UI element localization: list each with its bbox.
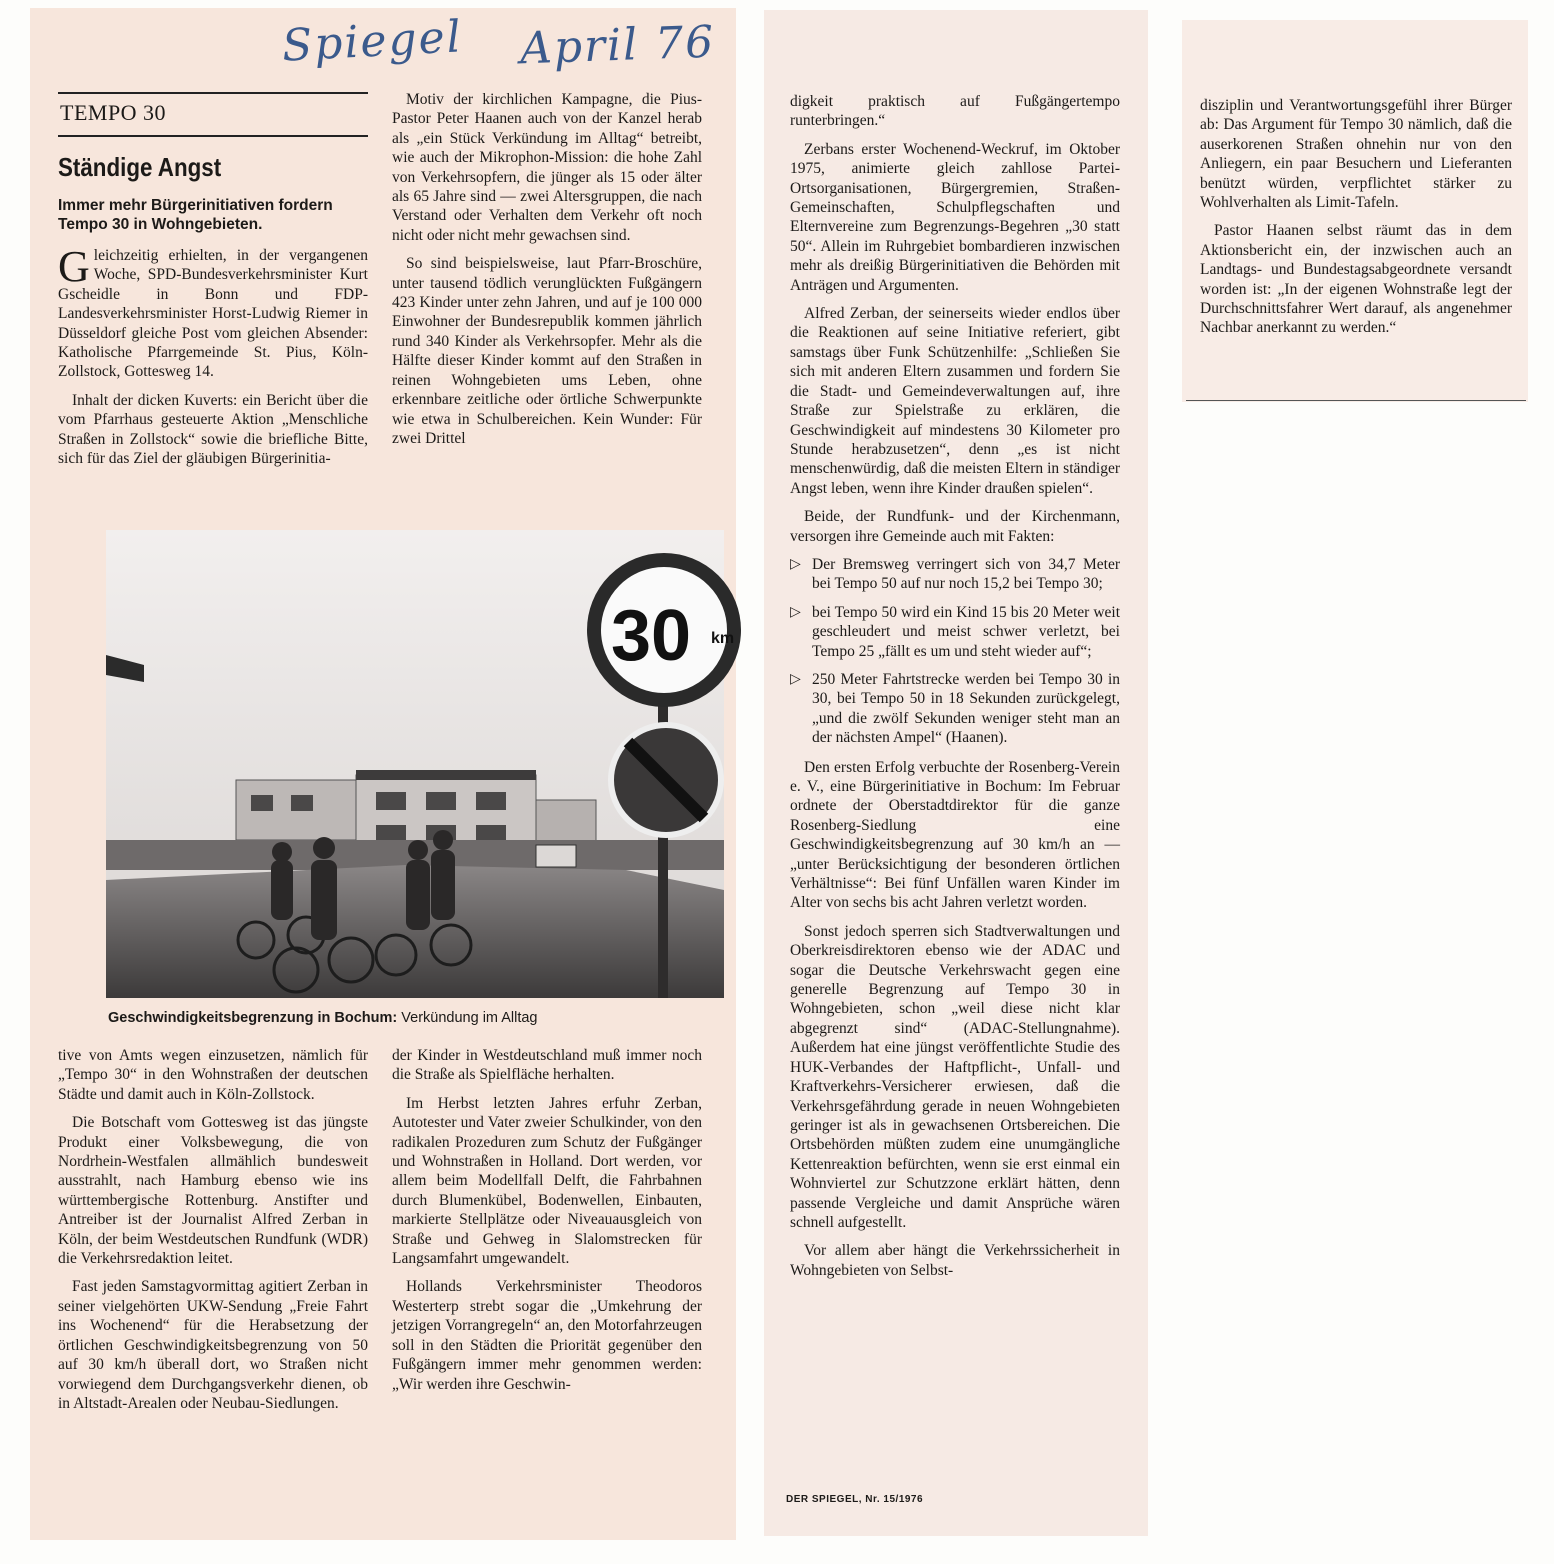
paragraph: Die Botschaft vom Gottesweg ist das jüngste Produkt einer Volksbewegung, die von Nordrhein-Westfalen allmählich bundesweit ausstrahlt, nach Hamburg ebenso wie ins württembergische Rottenburg. Anstifter und Antreiber ist der Journalist Alfred Zerban in Köln, der beim Westdeutschen Rundfunk (WDR) die Verkehrsredaktion leitet.	[58, 1114, 368, 1268]
paragraph: disziplin und Verantwortungsgefühl ihrer Bürger ab: Das Argument für Tempo 30 nämlich, daß die auserkorenen Straßen ohnehin nur von den Anliegern, ein paar Besuchern und Lieferanten benützt würden, verpflichtet stärker zu Wohlverhalten als Limit-Tafeln.	[1200, 97, 1512, 212]
end-rule	[1186, 400, 1526, 401]
fact-item: ▷ Der Bremsweg verringert sich von 34,7 Meter bei Tempo 50 auf nur noch 15,2 bei Tempo 30;	[790, 555, 1120, 593]
paragraph: Im Herbst letzten Jahres erfuhr Zerban, Autotester und Vater zweier Schulkinder, von den radikalen Prozeduren zum Schutz der Fußgänger und Wohnstraßen in Holland. Dort werden, vor allem beim Modellfall Delft, die Fahrbahnen durch Blumenkübel, Bodenwellen, Einbauten, markierte Stellplätze oder Niveauausgleich von Straße und Gehweg in Slalomstrecken für Langsamfahrt umgewandelt.	[392, 1094, 702, 1268]
triangle-bullet-icon: ▷	[790, 671, 801, 687]
paragraph: Hollands Verkehrsminister Theodoros Westerterp strebt sogar die „Umkehrung der jetzigen Vorrangregeln“ an, den Motorfahrzeugen soll in den Städten die Priorität gegenüber den Fußgängern immer mehr genommen werden: „Wir werden ihre Geschwin-	[392, 1278, 702, 1393]
column-2-bottom	[392, 1046, 702, 1403]
handwritten-date: April 76	[519, 16, 716, 75]
column-2-top	[392, 90, 702, 457]
column-4	[1200, 96, 1512, 347]
lead-paragraph: Gleichzeitig erhielten, in der vergangenen Woche, SPD-Bundesverkehrsminister Kurt Gscheidle in Bonn und FDP-Landesverkehrsminister Horst-Ludwig Riemer in Düsseldorf gleiche Post vom gleichen Absender: Katholische Pfarrgemeinde St. Pius, Köln-Zollstock, Gottesweg 14.	[58, 242, 368, 381]
column-1-bottom	[58, 1046, 368, 1422]
rubric: TEMPO 30	[60, 100, 167, 125]
paragraph: Vor allem aber hängt die Verkehrssicherheit in Wohngebieten von Selbst-	[790, 1242, 1120, 1279]
parked-car	[536, 845, 576, 867]
paragraph: Alfred Zerban, der seinerseits wieder endlos über die Reaktionen auf seine Initiative referiert, gibt samstags über Funk Schützenhilfe: „Schließen Sie sich mit anderen Eltern zusammen und fordern Sie die Stadt- und Gemeindeverwaltungen auf, ihre Straße zur Spielstraße zu erklären, die Geschwindigkeit auf mindestens 30 Kilometer pro Stunde herabzusetzen“, denn „es ist nicht menschenwürdig, daß die meisten Eltern in ständiger Angst leben, wenn ihre Kinder draußen spielen“.	[790, 305, 1120, 497]
paragraph: Inhalt der dicken Kuverts: ein Bericht über die vom Pfarrhaus gesteuerte Aktion „Menschliche Straßen in Zollstock“ sowie die briefliche Bitte, sich für das Ziel der gläubigen Bürgerinitia-	[58, 391, 368, 468]
rubric-rule-top	[58, 92, 368, 94]
paragraph: Den ersten Erfolg verbuchte der Rosenberg-Verein e. V., eine Bürgerinitiative in Bochum: Im Februar ordnete der Oberstadtdirektor für die ganze Rosenberg-Siedlung eine Geschwindigkeitsbegrenzung auf 30 km/h an — „unter Berücksichtigung der besonderen örtlichen Verhältnisse“: Bei fünf Unfällen waren Kinder im Alter von sechs bis acht Jahren verletzt worden.	[790, 758, 1120, 912]
paragraph: Sonst jedoch sperren sich Stadtverwaltungen und Oberkreisdirektoren ebenso wie der ADAC und sogar die Deutsche Verkehrswacht gegen eine generelle Begrenzung auf Tempo 30 in Wohngebieten, schon „weil diese nicht klar abgegrenzt sind“ (ADAC-Stellungnahme). Außerdem hat eine jüngst veröffentlichte Studie des HUK-Verbandes der Haftpflicht-, Unfall- und Kraftverkehrs-Versicherer erwiesen, daß die Verkehrsgefährdung gerade in neuen Wohngebieten geringer ist als in gewachsenen Ortsbereichen. Die Ortsbehörden müßten zudem eine unumgängliche Kettenreaktion befürchten, wenn sie erst einmal ein Wohnviertel zur Schutzzone erklärt hätten, denn passende Vergleiche und damit Ansprüche wären schnell aufgestellt.	[790, 922, 1120, 1231]
paragraph: Beide, der Rundfunk- und der Kirchenmann, versorgen ihre Gemeinde auch mit Fakten:	[790, 508, 1120, 545]
fact-item: ▷ 250 Meter Fahrtstrecke werden bei Tempo 30 in 30, bei Tempo 50 in 18 Sekunden zurückgelegt, „und die zwölf Sekunden weniger steht man an der nächsten Ampel“ (Haanen).	[790, 670, 1120, 747]
paragraph: der Kinder in Westdeutschland muß immer noch die Straße als Spielfläche herhalten.	[392, 1047, 702, 1084]
paragraph: Zerbans erster Wochenend-Weckruf, im Oktober 1975, animierte gleich zahllose Partei-Ortsorganisationen, Bürgergremien, Straßen-Gemeinschaften, Schulpflegschaften und Elternvereine zum Begrenzungs-Begehren „30 statt 50“. Allein im Ruhrgebiet bombardieren inzwischen mehr als dreißig Bürgerinitiativen die Behörden mit Anträgen und Argumenten.	[790, 140, 1120, 294]
dropcap: G	[58, 242, 90, 291]
rubric-rule-bottom	[58, 135, 368, 137]
fact-list	[790, 555, 1120, 748]
triangle-bullet-icon: ▷	[790, 604, 801, 620]
paragraph: tive von Amts wegen einzusetzen, nämlich für „Tempo 30“ in den Wohnstraßen der deutschen Städte und damit auch in Köln-Zollstock.	[58, 1047, 368, 1103]
paragraph: Fast jeden Samstagvormittag agitiert Zerban in seiner vielgehörten UKW-Sendung „Freie Fahrt ins Wochenend“ für die Herabsetzung der örtlichen Geschwindigkeitsbegrenzung von 50 auf 30 km/h überall dort, wo Straßen nicht vorwiegend dem Durchgangsverkehr dienen, ob in Altstadt-Arealen oder Neubau-Siedlungen.	[58, 1278, 368, 1412]
footer-source: DER SPIEGEL, Nr. 15/1976	[786, 1494, 924, 1505]
paragraph: So sind beispielsweise, laut Pfarr-Broschüre, unter tausend tödlich verunglückten Fußgängern 423 Kinder unter zehn Jahren, und auf je 100 000 Einwohner der Bundesrepublik kommen jährlich rund 340 Kinder als Verkehrsopfer. Mehr als die Hälfte dieser Kinder kommt auf den Straßen in reinen Wohngebieten ums Leben, ohne erkennbare zeitliche oder örtliche Schwerpunkte wie etwa in Schulbereichen. Kein Wunder: Für zwei Drittel	[392, 255, 702, 447]
headline: Ständige Angst	[58, 152, 222, 182]
handwritten-source: Spiegel	[280, 11, 464, 72]
fact-item: ▷ bei Tempo 50 wird ein Kind 15 bis 20 Meter weit geschleudert und meist schwer verletzt, bei Tempo 25 „fällt es um und steht wieder auf“;	[790, 603, 1120, 660]
sign-number: 30	[610, 596, 692, 676]
paragraph: Motiv der kirchlichen Kampagne, die Pius-Pastor Peter Haanen auch von der Kanzel herab als „ein Stück Verkündung im Alltag“ betreibt, wie auch der Mikrophon-Mission: die hohe Zahl von Verkehrsopfern, die jünger als 15 oder älter als 65 Jahre sind — zwei Altersgruppen, die nach Verstand oder Verhalten dem Verkehr oft noch nicht oder nicht mehr gewachsen sind.	[392, 91, 702, 244]
column-3	[790, 92, 1120, 1289]
column-1-top	[58, 242, 368, 477]
triangle-bullet-icon: ▷	[790, 556, 801, 572]
sign-unit: km	[711, 630, 735, 647]
subheadline: Immer mehr Bürgerinitiativen fordern Tempo 30 in Wohngebieten.	[58, 197, 333, 233]
paragraph: digkeit praktisch auf Fußgängertempo runterbringen.“	[790, 93, 1120, 130]
photo-bochum-street	[106, 530, 735, 998]
paragraph: Pastor Haanen selbst räumt das in dem Aktionsbericht ein, der inzwischen auch an Landtags- und Bundestagsabgeordnete versandt worden ist: „In der eigenen Wohnstraße legt der Durchschnittsfahrer Wert darauf, als angenehmer Nachbar anerkannt zu werden.“	[1200, 222, 1512, 337]
roof	[356, 770, 536, 780]
photo-caption: Geschwindigkeitsbegrenzung in Bochum: Verkündung im Alltag	[108, 1010, 538, 1026]
